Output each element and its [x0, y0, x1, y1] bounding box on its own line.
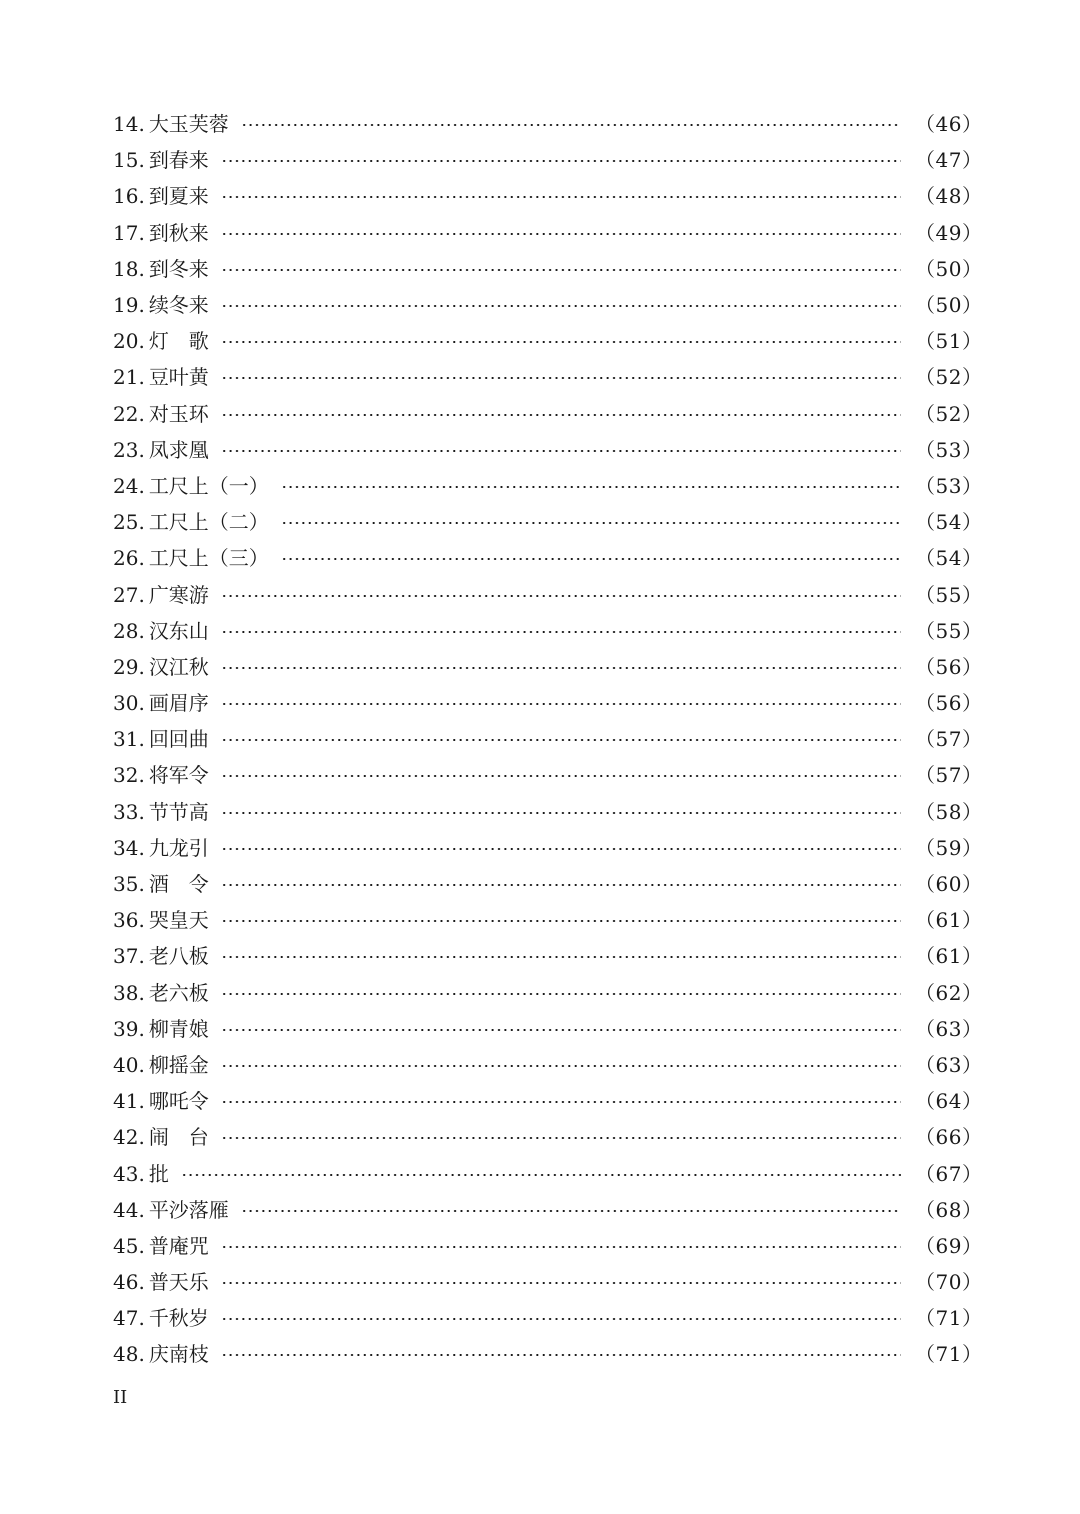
toc-entry [113, 1119, 983, 1155]
toc-entry-page: （62） [915, 980, 983, 1005]
toc-entry [113, 1011, 983, 1047]
toc-entry [113, 1155, 983, 1191]
toc-entry-page: （55） [915, 618, 983, 643]
toc-entry-title: 广寒游 [148, 582, 209, 607]
toc-entry [113, 142, 983, 178]
toc-entry-page: （47） [915, 148, 983, 173]
toc-entry-number: 40. [113, 1052, 145, 1077]
toc-entry [113, 504, 983, 540]
toc-entry-page: （56） [915, 691, 983, 716]
dot-leader [221, 269, 901, 271]
dot-leader [221, 631, 901, 633]
toc-entry [113, 1264, 983, 1300]
toc-entry [113, 866, 983, 902]
toc-entry [113, 576, 983, 612]
toc-entry-title: 老八板 [148, 944, 209, 969]
toc-entry [113, 1192, 983, 1228]
dot-leader [221, 196, 901, 198]
toc-entry-page: （71） [915, 1306, 983, 1331]
dot-leader [221, 341, 901, 343]
dot-leader [221, 1246, 901, 1248]
toc-entry-title: 哭皇天 [148, 908, 209, 933]
toc-entry [113, 359, 983, 395]
toc-entry-number: 26. [113, 546, 145, 571]
toc-entry-number: 30. [113, 691, 145, 716]
dot-leader [221, 1354, 901, 1356]
toc-entry-number: 37. [113, 944, 145, 969]
toc-entry-page: （56） [915, 654, 983, 679]
toc-entry [113, 830, 983, 866]
toc-entry-number: 27. [113, 582, 145, 607]
toc-entry-number: 24. [113, 473, 145, 498]
toc-entry-number: 39. [113, 1016, 145, 1041]
toc-entry-page: （63） [915, 1016, 983, 1041]
toc-entry-page: （57） [915, 727, 983, 752]
toc-entry-title: 到冬来 [148, 256, 209, 281]
dot-leader [221, 233, 901, 235]
toc-entry-page: （67） [915, 1161, 983, 1186]
toc-entry-page: （64） [915, 1089, 983, 1114]
toc-entry-number: 29. [113, 654, 145, 679]
dot-leader [221, 812, 901, 814]
toc-entry-title: 回回曲 [148, 727, 209, 752]
toc-entry-title: 大玉芙蓉 [148, 112, 229, 137]
dot-leader [221, 1029, 901, 1031]
toc-entry-page: （60） [915, 872, 983, 897]
toc-entry-page: （53） [915, 473, 983, 498]
toc-entry [113, 685, 983, 721]
dot-leader [221, 160, 901, 162]
toc-entry-page: （66） [915, 1125, 983, 1150]
dot-leader [221, 884, 901, 886]
toc-entry-number: 33. [113, 799, 145, 824]
toc-entry-page: （51） [915, 329, 983, 354]
toc-entry-title: 将军令 [148, 763, 209, 788]
dot-leader [221, 920, 901, 922]
toc-entry-number: 34. [113, 835, 145, 860]
toc-entry-title: 柳青娘 [148, 1016, 209, 1041]
toc-entry-title: 画眉序 [148, 691, 209, 716]
toc-entry-title: 节节高 [148, 799, 209, 824]
dot-leader [221, 1318, 901, 1320]
toc-entry-title: 豆叶黄 [148, 365, 209, 390]
toc-entry-page: （50） [915, 256, 983, 281]
toc-entry-title: 汉江秋 [148, 654, 209, 679]
toc-entry-title: 汉东山 [148, 618, 209, 643]
dot-leader [221, 595, 901, 597]
toc-entry [113, 757, 983, 793]
toc-entry-number: 36. [113, 908, 145, 933]
toc-entry-page: （52） [915, 365, 983, 390]
dot-leader [221, 450, 901, 452]
toc-entry-number: 31. [113, 727, 145, 752]
toc-entry-number: 20. [113, 329, 145, 354]
toc-entry-number: 42. [113, 1125, 145, 1150]
toc-entry [113, 1336, 983, 1372]
toc-entry [113, 649, 983, 685]
toc-entry [113, 178, 983, 214]
dot-leader [221, 739, 901, 741]
toc-entry-title: 工尺上（二） [148, 510, 269, 535]
toc-entry-number: 35. [113, 872, 145, 897]
toc-entry [113, 540, 983, 576]
toc-entry-number: 21. [113, 365, 145, 390]
toc-entry-page: （63） [915, 1052, 983, 1077]
toc-entry-page: （69） [915, 1233, 983, 1258]
toc-entry [113, 975, 983, 1011]
toc-entry-page: （54） [915, 546, 983, 571]
toc-entry [113, 1083, 983, 1119]
toc-entry-page: （68） [915, 1197, 983, 1222]
toc-entry [113, 1228, 983, 1264]
dot-leader [221, 993, 901, 995]
toc-entry-number: 47. [113, 1306, 145, 1331]
toc-entry-number: 22. [113, 401, 145, 426]
toc-entry-number: 41. [113, 1089, 145, 1114]
dot-leader [221, 848, 901, 850]
toc-entry-title: 庆南枝 [148, 1342, 209, 1367]
dot-leader [181, 1174, 901, 1176]
toc-entry-title: 九龙引 [148, 835, 209, 860]
toc-entry-number: 32. [113, 763, 145, 788]
toc-entry-title: 闹 台 [148, 1125, 209, 1150]
toc-entry-number: 38. [113, 980, 145, 1005]
toc-entry-title: 平沙落雁 [148, 1197, 229, 1222]
toc-entry [113, 323, 983, 359]
toc-entry-title: 到秋来 [148, 220, 209, 245]
toc-entry-title: 到春来 [148, 148, 209, 173]
dot-leader [221, 1065, 901, 1067]
dot-leader [221, 667, 901, 669]
toc-entry [113, 287, 983, 323]
dot-leader [221, 703, 901, 705]
toc-entry-page: （53） [915, 437, 983, 462]
toc-entry-number: 46. [113, 1270, 145, 1295]
dot-leader [221, 377, 901, 379]
toc-entry-page: （55） [915, 582, 983, 607]
page-number: II [113, 1387, 128, 1408]
toc-entry [113, 902, 983, 938]
toc-entry-number: 23. [113, 437, 145, 462]
toc-entry-title: 酒 令 [148, 872, 209, 897]
toc-entry [113, 432, 983, 468]
dot-leader [221, 956, 901, 958]
dot-leader [241, 124, 901, 126]
toc-entry-title: 哪吒令 [148, 1089, 209, 1114]
toc-entry-number: 44. [113, 1197, 145, 1222]
toc-entry-number: 43. [113, 1161, 145, 1186]
toc-entry-title: 灯 歌 [148, 329, 209, 354]
toc-entry [113, 1047, 983, 1083]
toc-entry [113, 251, 983, 287]
dot-leader [221, 1282, 901, 1284]
toc-entry-title: 柳摇金 [148, 1052, 209, 1077]
dot-leader [281, 558, 901, 560]
toc-entry [113, 468, 983, 504]
toc-entry [113, 396, 983, 432]
dot-leader [221, 414, 901, 416]
toc-entry-title: 千秋岁 [148, 1306, 209, 1331]
toc-entry-number: 16. [113, 184, 145, 209]
toc-entry-page: （61） [915, 944, 983, 969]
toc-entry-title: 工尺上（三） [148, 546, 269, 571]
toc-entry-number: 28. [113, 618, 145, 643]
toc-entry-number: 18. [113, 256, 145, 281]
toc-entry-title: 工尺上（一） [148, 473, 269, 498]
toc-entry-number: 15. [113, 148, 145, 173]
toc-entry-page: （46） [915, 112, 983, 137]
toc-entry-title: 到夏来 [148, 184, 209, 209]
dot-leader [221, 305, 901, 307]
toc-entry-page: （48） [915, 184, 983, 209]
toc-entry [113, 794, 983, 830]
toc-entry [113, 106, 983, 142]
table-of-contents [113, 106, 983, 1373]
toc-entry-page: （58） [915, 799, 983, 824]
toc-entry-title: 普天乐 [148, 1270, 209, 1295]
toc-entry-title: 老六板 [148, 980, 209, 1005]
toc-entry [113, 721, 983, 757]
toc-entry-title: 对玉环 [148, 401, 209, 426]
toc-entry-number: 19. [113, 293, 145, 318]
toc-entry-number: 45. [113, 1233, 145, 1258]
toc-entry-title: 凤求凰 [148, 437, 209, 462]
toc-entry [113, 1300, 983, 1336]
toc-entry-number: 17. [113, 220, 145, 245]
toc-entry-page: （71） [915, 1342, 983, 1367]
toc-entry-number: 25. [113, 510, 145, 535]
toc-entry-page: （61） [915, 908, 983, 933]
toc-entry-page: （52） [915, 401, 983, 426]
toc-entry-page: （59） [915, 835, 983, 860]
dot-leader [241, 1210, 901, 1212]
toc-entry-page: （70） [915, 1270, 983, 1295]
toc-entry-page: （50） [915, 293, 983, 318]
dot-leader [281, 486, 901, 488]
toc-entry-title: 普庵咒 [148, 1233, 209, 1258]
toc-entry-page: （57） [915, 763, 983, 788]
toc-entry-title: 续冬来 [148, 293, 209, 318]
dot-leader [221, 775, 901, 777]
toc-entry-page: （54） [915, 510, 983, 535]
toc-entry-number: 48. [113, 1342, 145, 1367]
dot-leader [281, 522, 901, 524]
toc-entry-number: 14. [113, 112, 145, 137]
toc-entry [113, 938, 983, 974]
toc-entry [113, 613, 983, 649]
dot-leader [221, 1137, 901, 1139]
toc-entry-page: （49） [915, 220, 983, 245]
dot-leader [221, 1101, 901, 1103]
toc-entry [113, 215, 983, 251]
toc-entry-title: 批 [148, 1161, 169, 1186]
